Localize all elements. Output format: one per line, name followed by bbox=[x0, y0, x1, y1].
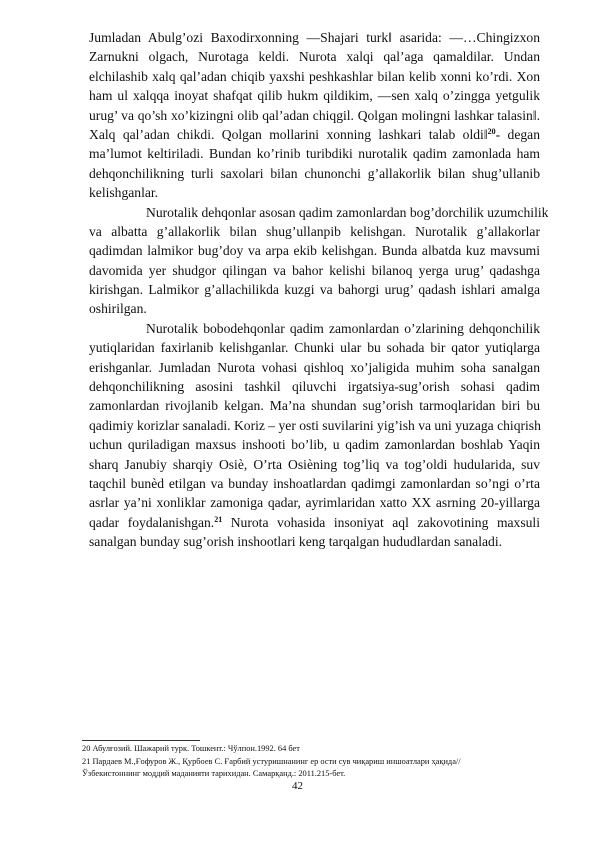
text-line: va albatta g’allakorlik bilan shug’ullanpib kelishgan. Nurotalik g’allakorlar bbox=[89, 223, 540, 239]
text-line: sanalgan bunday sug’orish inshootlari keng tarqalgan hududlardan sanaladi. bbox=[89, 534, 502, 550]
text-line: oshirilgan. bbox=[89, 301, 147, 317]
footnote-20: 20 Абулғозий. Шажарий турк. Тошкент.: Чўлпон.1992. 64 бет bbox=[82, 744, 300, 753]
text-line-end: - degan bbox=[495, 126, 540, 142]
text-line: yutiqlaridan faxirlanib kelishganlar. Chunki ular bu sohada bir qator yutiqlarga bbox=[89, 340, 540, 356]
text-line: elchilashib xalq qal’adan chiqib yaxshi peshkashlar bilan kelib xonni ko’rdi. Xon bbox=[89, 68, 540, 84]
footnote-divider bbox=[82, 740, 200, 741]
text-line: sharq Janubiy sharqiy Osiѐ, O’rta Osiѐning tog’liq va tog’oldi hudularida, suv bbox=[89, 456, 540, 472]
footnote-21: 21 Пардаев М.,Ғофуров Ж., Қурбоев С. Ғарбий устуришнанинг ер ости сув чиқариш иншоатлари ҳақида// bbox=[82, 757, 461, 766]
page-number: 42 bbox=[292, 780, 303, 792]
text-line: qadimiy korizlar sanaladi. Koriz – yer osti suvilarini yig’ish va uni yuzaga chiqrish bbox=[89, 417, 541, 433]
text-line: erishganlar. Jumladan Nurota vohasi qishloq xo’jaligida muhim soha sanalgan bbox=[89, 359, 540, 375]
text-line: davomida yer shudgor qilingan va bahor kelishi bilanoq yerga urug’ qadashga bbox=[89, 262, 540, 278]
text-line: Zarnukni olgach, Nurotaga keldi. Nurota xalqi qal’aga qamaldilar. Undan bbox=[89, 49, 540, 65]
text-line-end: Nurota vohasida insoniyat aql zakovotining maxsuli bbox=[222, 514, 540, 530]
text-line-with-footnote-21 bbox=[89, 513, 540, 532]
footnote-21-cont: Ўзбекистоннинг моддий маданияти тарихидан. Самарқанд.: 2011.215-бет. bbox=[82, 769, 346, 778]
text-line: ham ul xalqqa inoyat shafqat qilib hukm qildikim, ―sen xalq o’zingga yetgulik bbox=[89, 88, 540, 104]
paragraph-start: Nurotalik bobodehqonlar qadim zamonlardan o’zlarining dehqonchilik bbox=[146, 320, 540, 336]
paragraph-start: Nurotalik dehqonlar asosan qadim zamonlardan bog’dorchilik uzumchilik bbox=[146, 204, 549, 220]
document-body bbox=[89, 28, 549, 552]
text-line-start: Xalq qal’adan chikdi. Qolgan mollarini xonning lashkari talab oldi‖ bbox=[89, 126, 488, 142]
text-line: dehqonchilikning asosini tashkil qiluvchi irgatsiya-sug’orish sohasi qadim bbox=[89, 379, 540, 395]
text-line: Jumladan Abulg’ozi Baxodirxonning ―Shajari turk‖ asarida: ―…Chingizxon bbox=[89, 30, 540, 45]
footnote-ref-21: 21 bbox=[214, 514, 223, 524]
text-line: taqchil bunѐd etilgan va bunday inshoatlardan qadimgi zamonlardan so’ngi o’rta bbox=[89, 475, 540, 491]
footnote-ref-20: 20 bbox=[487, 126, 496, 136]
text-line: zamonlardan rivojlanib kelgan. Ma’na shundan sug’orish tarmoqlaridan biri bu bbox=[89, 398, 540, 414]
text-line: kirishgan. Lalmikor g’allachilikda kuzgi va bahorgi urug’ qadash ishlari amalga bbox=[89, 282, 540, 298]
text-line: asrlar ya’ni xonliklar zamoniga qadar, ayrimlaridan xatto XX asrning 20-yillarga bbox=[89, 495, 540, 511]
text-line-with-footnote-20 bbox=[89, 125, 540, 144]
text-line: qadimdan lalmikor bug’doy va arpa ekib kelishgan. Bunda albatda kuz mavsumi bbox=[89, 243, 540, 259]
text-line-start: qadar foydalanishgan. bbox=[89, 514, 215, 530]
text-line: ma’lumot keltiriladi. Bundan ko’rinib turibdiki nurotalik qadim zamonlada ham bbox=[89, 146, 540, 162]
text-line: urug’ va qo’sh xo’kizingni olib qal’adan chiqgil. Qolgan molingni lashkar talasin‖. bbox=[89, 107, 540, 123]
text-line: kelishganlar. bbox=[89, 185, 159, 201]
text-line: dehqonchilikning turli saxolari bilan chunonchi g’allakorlik bilan shug’ullanib bbox=[89, 165, 540, 181]
text-line: uchun quriladigan maxsus inshooti bo’lib, u qadim zamonlardan boshlab Yaqin bbox=[89, 437, 540, 453]
